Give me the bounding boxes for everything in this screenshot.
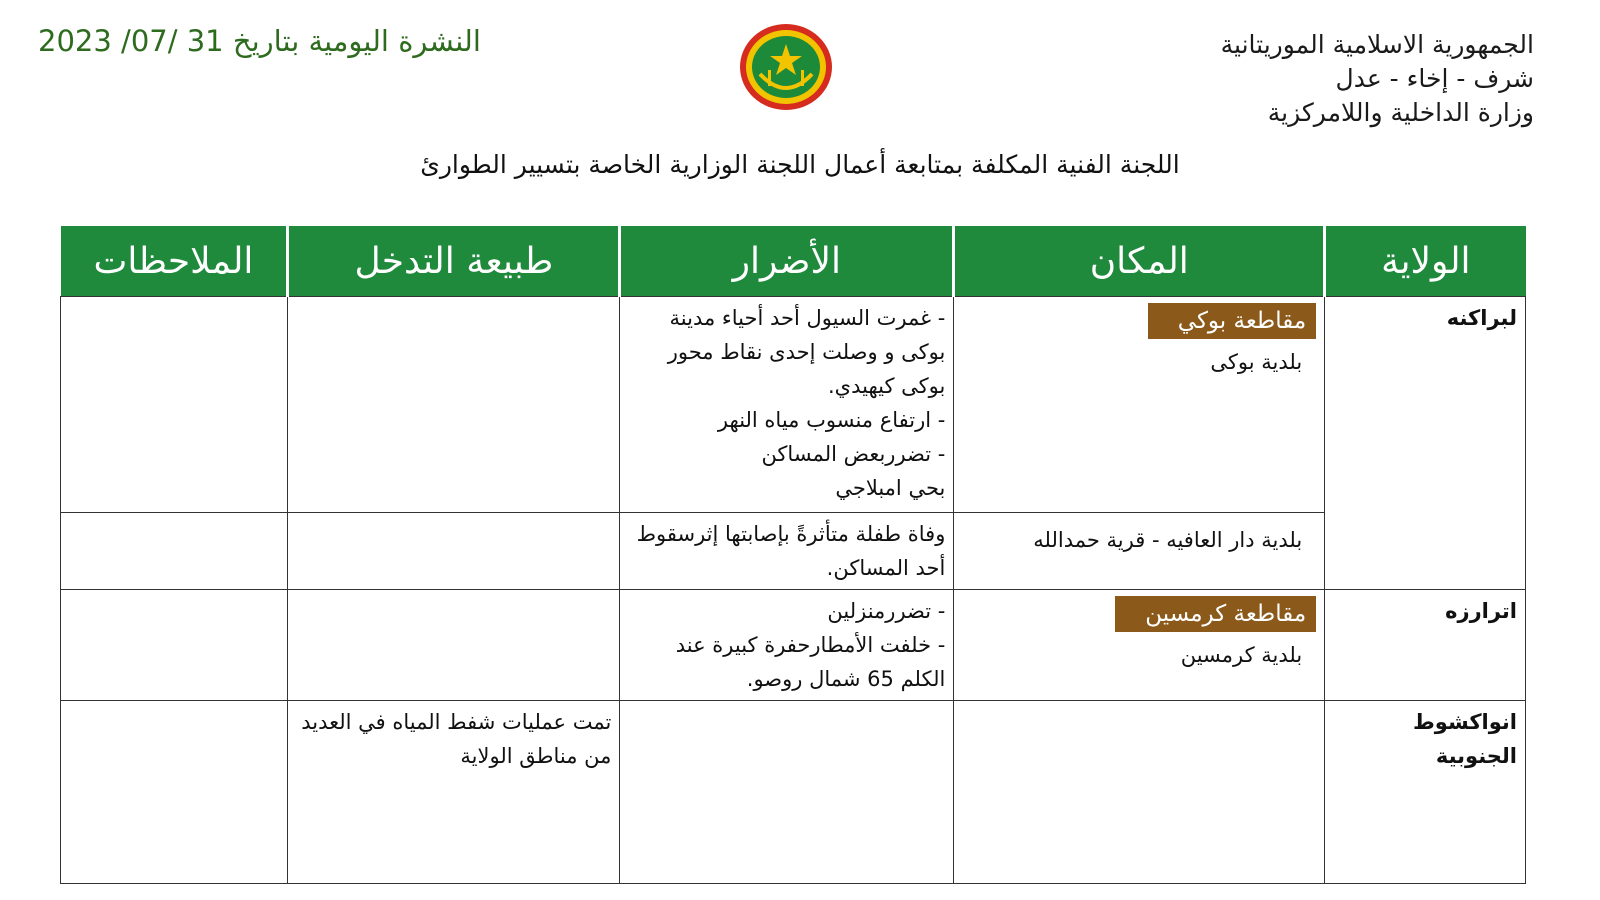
column-header-wilaya: الولاية: [1325, 226, 1526, 297]
column-header-damage: الأضرار: [620, 226, 954, 297]
intervention-cell: [288, 513, 620, 590]
commune-label: بلدية دار العافيه - قرية حمدالله: [1033, 528, 1303, 552]
damage-line: بوكى و وصلت إحدى نقاط محور: [667, 340, 946, 364]
damage-line: - ارتفاع منسوب مياه النهر: [717, 408, 946, 432]
intervention-cell: [288, 297, 620, 513]
national-seal-icon: [738, 22, 834, 112]
damage-line: - تضررمنزلين: [827, 599, 946, 623]
notes-cell: [61, 701, 288, 884]
bulletin-date: النشرة اليومية بتاريخ 31 /07/ 2023: [38, 24, 481, 58]
place-cell: [954, 513, 1325, 590]
wilaya-name: انواكشوط الجنوبية: [1412, 710, 1517, 768]
damage-line: أحد المساكن.: [826, 556, 946, 580]
table-row: [61, 513, 1526, 590]
damage-line: وفاة طفلة متأثرةً بإصابتها إثرسقوط: [636, 522, 946, 546]
ministry-name: وزارة الداخلية واللامركزية: [1267, 98, 1534, 127]
commune-label: بلدية كرمسين: [1180, 643, 1303, 667]
damage-line: الكلم 65 شمال روصو.: [746, 667, 946, 691]
wilaya-name: لبراكنه: [1446, 306, 1517, 330]
table-row: [61, 297, 1526, 513]
damage-line: بحي امبلاجي: [835, 476, 946, 500]
damage-cell: [620, 513, 954, 590]
report-table: [60, 226, 1526, 884]
intervention-cell: [288, 701, 620, 884]
intervention-cell: [288, 590, 620, 701]
damage-line: بوكى كيهيدي.: [827, 374, 946, 398]
damage-cell: [620, 297, 954, 513]
place-cell: [954, 701, 1325, 884]
damage-line: - غمرت السيول أحد أحياء مدينة: [669, 306, 946, 330]
national-motto: شرف - إخاء - عدل: [1335, 64, 1534, 93]
commune-label: بلدية بوكى: [1210, 350, 1303, 374]
table-row: [61, 701, 1526, 884]
moughataa-label: مقاطعة كرمسين: [1115, 596, 1316, 632]
notes-cell: [61, 590, 288, 701]
damage-line: - تضرربعض المساكن: [761, 442, 946, 466]
place-cell: [954, 590, 1325, 701]
damage-line: - خلفت الأمطارحفرة كبيرة عند: [675, 633, 946, 657]
damage-cell: [620, 590, 954, 701]
damage-cell: [620, 701, 954, 884]
notes-cell: [61, 297, 288, 513]
header-block: [1221, 28, 1534, 130]
moughataa-label: مقاطعة بوكي: [1148, 303, 1316, 339]
intervention-line: من مناطق الولاية: [460, 744, 612, 768]
column-header-notes: الملاحظات: [61, 226, 288, 297]
committee-title: اللجنة الفنية المكلفة بمتابعة أعمال اللجنة الوزارية الخاصة بتسيير الطوارئ: [420, 150, 1180, 179]
intervention-line: تمت عمليات شفط المياه في العديد: [301, 710, 612, 734]
column-header-intervention: طبيعة التدخل: [288, 226, 620, 297]
table-row: [61, 590, 1526, 701]
wilaya-cell: [1325, 297, 1526, 590]
table-header-row: [61, 226, 1526, 297]
column-header-place: المكان: [954, 226, 1325, 297]
place-cell: [954, 297, 1325, 513]
wilaya-cell: [1325, 701, 1526, 884]
country-name: الجمهورية الاسلامية الموريتانية: [1220, 30, 1534, 59]
wilaya-name: اترارزه: [1445, 599, 1517, 623]
wilaya-cell: [1325, 590, 1526, 701]
notes-cell: [61, 513, 288, 590]
